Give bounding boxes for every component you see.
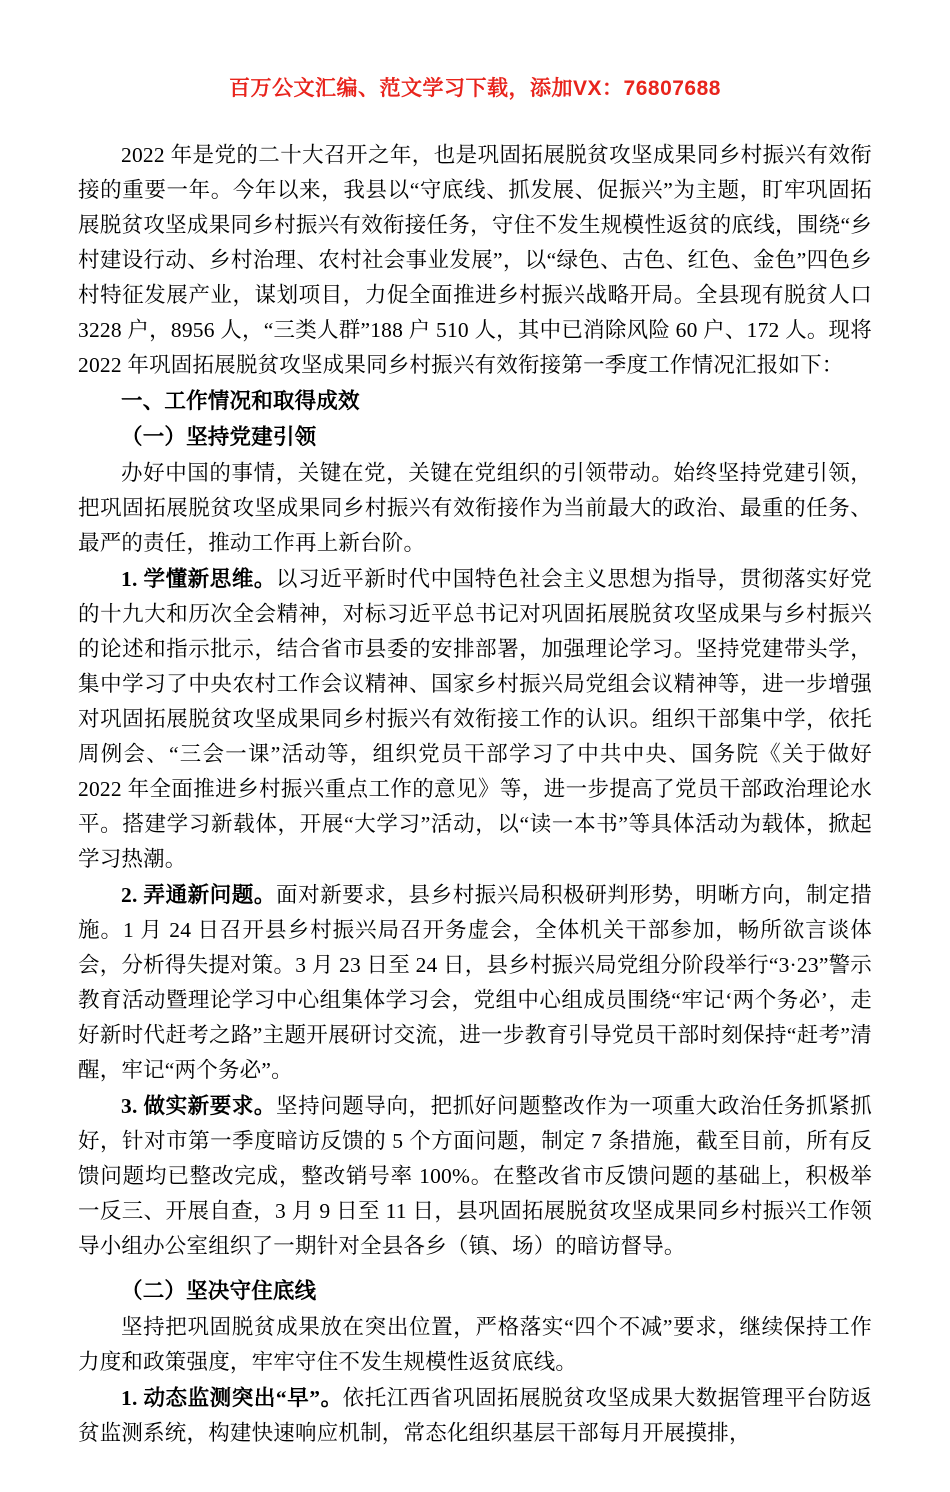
- paragraph-1-1-b-lead: 2. 弄通新问题。: [121, 883, 277, 907]
- document-body: [78, 138, 872, 1451]
- watermark-banner: 百万公文汇编、范文学习下载，添加VX：76807688: [229, 77, 721, 100]
- paragraph-1-1-c: [78, 1089, 872, 1264]
- paragraph-1-1-b-text: 面对新要求，县乡村振兴局积极研判形势，明晰方向，制定措施。1 月 24 日召开县乡村振兴局召开务虚会，全体机关干部参加，畅所欲言谈体会，分析得失提对策。3 月 23 日至 24 日，县乡村振兴局党组分阶段举行“3·23”警示教育活动暨理论学习中心组集体学习会，党组中心组成员围绕“牢记‘两个务必’，走好新时代赶考之路”主题开展研讨交流，进一步教育引导党员干部时刻保持“赶考”清醒，牢记“两个务必”。: [78, 883, 872, 1082]
- paragraph-1-1-c-text: 坚持问题导向，把抓好问题整改作为一项重大政治任务抓紧抓好，针对市第一季度暗访反馈的 5 个方面问题，制定 7 条措施，截至目前，所有反馈问题均已整改完成，整改销号率 100%。在整改省市反馈问题的基础上，积极举一反三、开展自查，3 月 9 日至 11 日，县巩固拓展脱贫攻坚成果同乡村振兴工作领导小组办公室组织了一期针对全县各乡（镇、场）的暗访督导。: [78, 1094, 872, 1258]
- heading-section-1-2: （二）坚决守住底线: [121, 1279, 317, 1303]
- paragraph-1-1-c-lead: 3. 做实新要求。: [121, 1094, 277, 1118]
- paragraph-1-2-a-text: 依托江西省巩固拓展脱贫攻坚成果大数据管理平台防返贫监测系统，构建快速响应机制，常态化组织基层干部每月开展摸排，: [78, 1386, 872, 1445]
- paragraph-1-1-a: [78, 562, 872, 877]
- paragraph-1-1-a-text: 以习近平新时代中国特色社会主义思想为指导，贯彻落实好党的十九大和历次全会精神，对标习近平总书记对巩固拓展脱贫攻坚成果与乡村振兴的论述和指示批示，结合省市县委的安排部署，加强理论学习。坚持党建带头学，集中学习了中央农村工作会议精神、国家乡村振兴局党组会议精神等，进一步增强对巩固拓展脱贫攻坚成果同乡村振兴有效衔接工作的认识。组织干部集中学，依托周例会、“三会一课”活动等，组织党员干部学习了中共中央、国务院《关于做好 2022 年全面推进乡村振兴重点工作的意见》等，进一步提高了党员干部政治理论水平。搭建学习新载体，开展“大学习”活动，以“读一本书”等具体活动为载体，掀起学习热潮。: [78, 567, 872, 871]
- paragraph-1-1-intro: 办好中国的事情，关键在党，关键在党组织的引领带动。始终坚持党建引领，把巩固拓展脱贫攻坚成果同乡村振兴有效衔接作为当前最大的政治、最重的任务、最严的责任，推动工作再上新台阶。: [78, 461, 872, 555]
- paragraph-1-2-a-lead: 1. 动态监测突出“早”。: [121, 1386, 343, 1410]
- heading-section-1: 一、工作情况和取得成效: [121, 389, 360, 413]
- paragraph-1-2-a: [78, 1381, 872, 1451]
- paragraph-intro: 2022 年是党的二十大召开之年，也是巩固拓展脱贫攻坚成果同乡村振兴有效衔接的重要一年。今年以来，我县以“守底线、抓发展、促振兴”为主题，盯牢巩固拓展脱贫攻坚成果同乡村振兴有效衔接任务，守住不发生规模性返贫的底线，围绕“乡村建设行动、乡村治理、农村社会事业发展”，以“绿色、古色、红色、金色”四色乡村特征发展产业，谋划项目，力促全面推进乡村振兴战略开局。全县现有脱贫人口 3228 户，8956 人，“三类人群”188 户 510 人，其中已消除风险 60 户、172 人。现将 2022 年巩固拓展脱贫攻坚成果同乡村振兴有效衔接第一季度工作情况汇报如下：: [78, 143, 872, 377]
- paragraph-1-2-intro: 坚持把巩固脱贫成果放在突出位置，严格落实“四个不减”要求，继续保持工作力度和政策强度，牢牢守住不发生规模性返贫底线。: [78, 1315, 872, 1374]
- paragraph-1-1-b: [78, 878, 872, 1088]
- paragraph-1-1-a-lead: 1. 学懂新思维。: [121, 567, 277, 591]
- heading-section-1-1: （一）坚持党建引领: [121, 425, 317, 449]
